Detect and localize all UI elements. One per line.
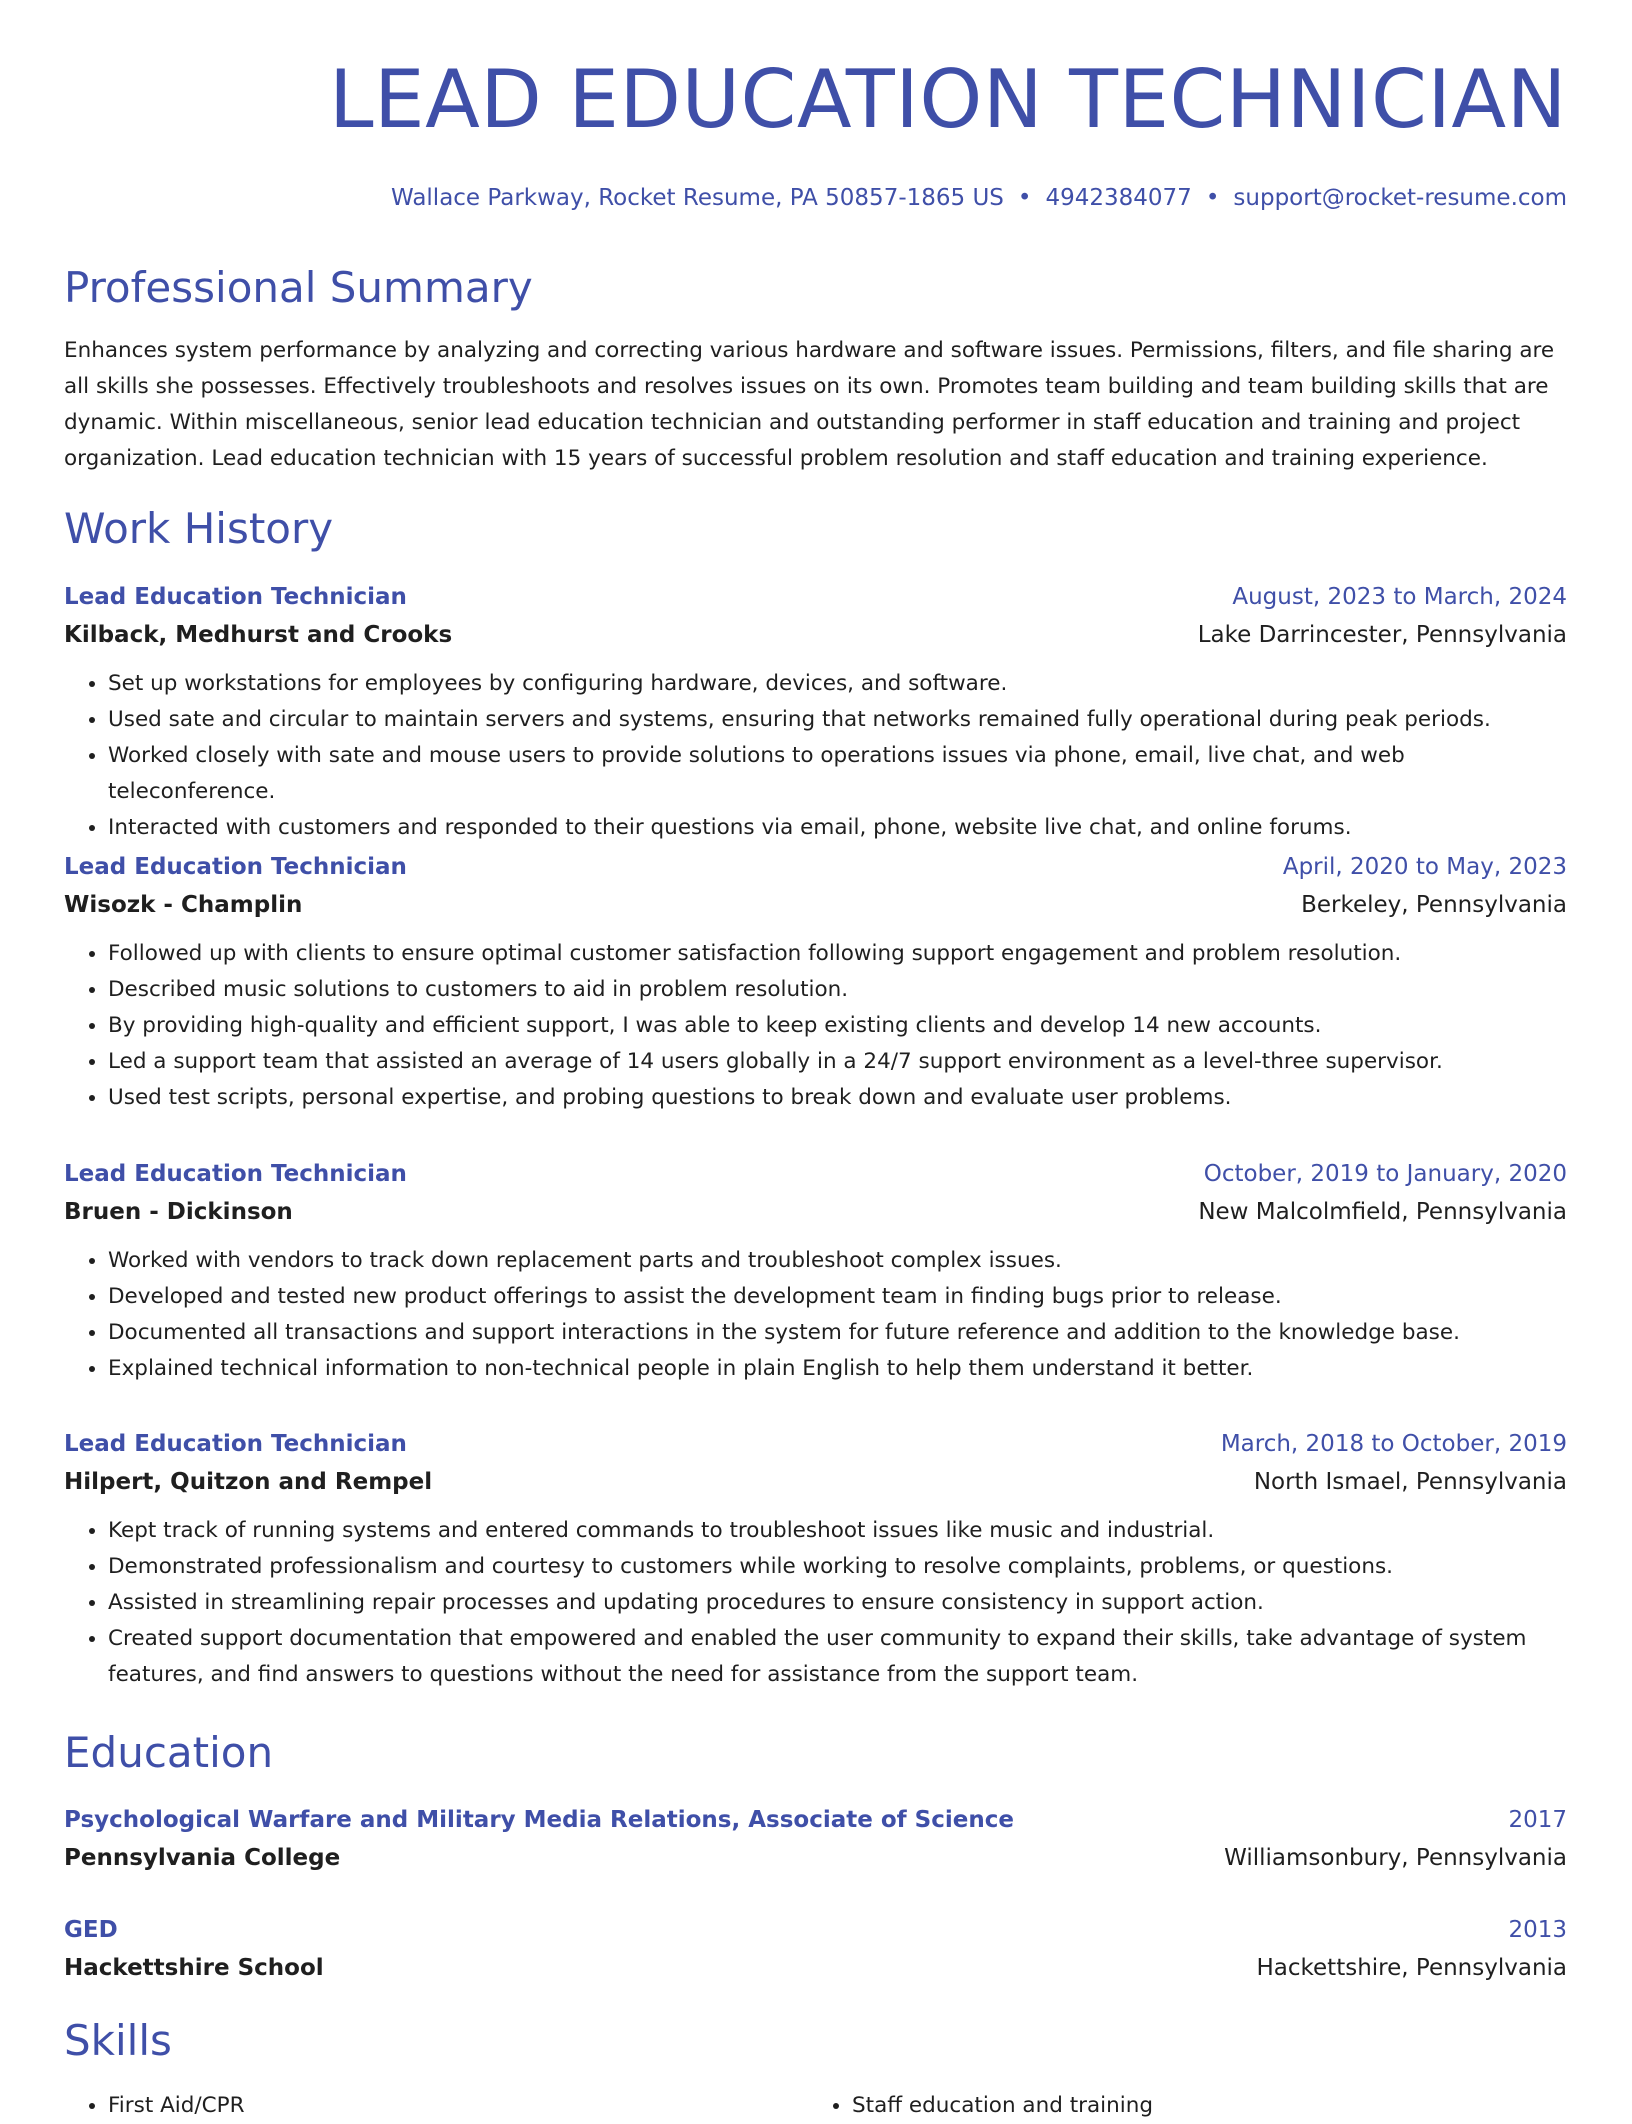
- resume-title: LEAD EDUCATION TECHNICIAN: [328, 53, 1567, 146]
- job-bullet: • Worked closely with sate and mouse users to provide solutions to operations issues via phone, email, live chat, and web teleconference.: [108, 738, 1567, 810]
- job-location: Lake Darrincester, Pennsylvania: [1197, 622, 1567, 648]
- job-bullet: • Interacted with customers and responded to their questions via email, phone, website live chat, and online forums.: [108, 810, 1567, 846]
- education-entry: [64, 1911, 1567, 1987]
- job-bullet: • Kept track of running systems and entered commands to troubleshoot issues like music and industrial.: [108, 1513, 1567, 1549]
- education-location: Hackettshire, Pennsylvania: [1256, 1955, 1567, 1981]
- job-bullet: • Used sate and circular to maintain servers and systems, ensuring that networks remained fully operational during peak periods.: [108, 702, 1567, 738]
- job-location: Berkeley, Pennsylvania: [1301, 892, 1567, 918]
- education-year: 2013: [1508, 1917, 1567, 1943]
- contact-separator: •: [1017, 185, 1032, 211]
- contact-address: Wallace Parkway, Rocket Resume, PA 50857-1865 US: [391, 185, 1004, 211]
- job-company: Hilpert, Quitzon and Rempel: [64, 1469, 433, 1495]
- education-school: Pennsylvania College: [64, 1845, 341, 1871]
- job-bullet: • Explained technical information to non-technical people in plain English to help them understand it better.: [108, 1351, 1567, 1387]
- job-dates: August, 2023 to March, 2024: [1232, 584, 1567, 610]
- job-entry: [64, 578, 1567, 846]
- skill-item: • First Aid/CPR: [108, 2088, 808, 2124]
- job-bullet: • By providing high-quality and efficient support, I was able to keep existing clients and develop 14 new accounts.: [108, 1008, 1567, 1044]
- job-dates: October, 2019 to January, 2020: [1203, 1161, 1567, 1187]
- job-bullet: • Used test scripts, personal expertise, and probing questions to break down and evaluate user problems.: [108, 1080, 1567, 1116]
- education-degree: Psychological Warfare and Military Media Relations, Associate of Science: [64, 1807, 1014, 1833]
- job-bullet: • Created support documentation that empowered and enabled the user community to expand their skills, take advantage of system features, and find answers to questions without the need for assistance from the support team.: [108, 1621, 1567, 1693]
- contact-line: [391, 180, 1567, 216]
- job-bullet: • Developed and tested new product offerings to assist the development team in finding bugs prior to release.: [108, 1279, 1567, 1315]
- job-bullet: • Assisted in streamlining repair processes and updating procedures to ensure consistency in support action.: [108, 1585, 1567, 1621]
- job-entry: [64, 1155, 1567, 1387]
- skills-column-right: [808, 2088, 1552, 2124]
- section-heading-summary: Professional Summary: [64, 263, 533, 312]
- job-dates: March, 2018 to October, 2019: [1220, 1431, 1567, 1457]
- job-bullets: [64, 1243, 1567, 1387]
- job-bullet: • Led a support team that assisted an average of 14 users globally in a 24/7 support environment as a level-three supervisor.: [108, 1044, 1567, 1080]
- job-title: Lead Education Technician: [64, 584, 407, 610]
- job-bullet: • Followed up with clients to ensure optimal customer satisfaction following support engagement and problem resolution.: [108, 936, 1567, 972]
- education-degree: GED: [64, 1917, 118, 1943]
- job-bullets: [64, 666, 1567, 846]
- job-company: Wisozk - Champlin: [64, 892, 303, 918]
- job-company: Bruen - Dickinson: [64, 1199, 293, 1225]
- job-bullets: [64, 936, 1567, 1116]
- job-bullet: • Demonstrated professionalism and courtesy to customers while working to resolve complaints, problems, or questions.: [108, 1549, 1567, 1585]
- job-bullets: [64, 1513, 1567, 1693]
- job-bullet: • Set up workstations for employees by configuring hardware, devices, and software.: [108, 666, 1567, 702]
- contact-phone: 4942384077: [1045, 185, 1192, 211]
- education-year: 2017: [1508, 1807, 1567, 1833]
- job-entry: [64, 848, 1567, 1116]
- job-title: Lead Education Technician: [64, 1431, 407, 1457]
- job-entry: [64, 1425, 1567, 1693]
- skill-item: • Staff education and training: [852, 2088, 1552, 2124]
- contact-separator: •: [1205, 185, 1220, 211]
- skills-column-left: [64, 2088, 808, 2124]
- section-heading-skills: Skills: [64, 2016, 172, 2065]
- job-bullet: • Documented all transactions and support interactions in the system for future reference and addition to the knowledge base.: [108, 1315, 1567, 1351]
- section-heading-education: Education: [64, 1728, 274, 1777]
- section-heading-work-history: Work History: [64, 504, 334, 553]
- summary-text: Enhances system performance by analyzing and correcting various hardware and software issues. Permissions, filters, and file sharing are all skills she possesses. Effectively troubleshoots and resolves issues on its own. Promotes team building and team building skills that are dynamic. Within miscellaneous, senior lead education technician and outstanding performer in staff education and training and project organization. Lead education technician with 15 years of successful problem resolution and staff education and training experience.: [64, 338, 1555, 471]
- education-location: Williamsonbury, Pennsylvania: [1224, 1845, 1567, 1871]
- job-location: North Ismael, Pennsylvania: [1253, 1469, 1567, 1495]
- skills-list: [64, 2088, 1567, 2124]
- education-school: Hackettshire School: [64, 1955, 324, 1981]
- job-bullet: • Worked with vendors to track down replacement parts and troubleshoot complex issues.: [108, 1243, 1567, 1279]
- job-location: New Malcolmfield, Pennsylvania: [1198, 1199, 1567, 1225]
- education-entry: [64, 1801, 1567, 1877]
- contact-email[interactable]: support@rocket-resume.com: [1233, 185, 1567, 211]
- job-company: Kilback, Medhurst and Crooks: [64, 622, 453, 648]
- job-title: Lead Education Technician: [64, 1161, 407, 1187]
- job-bullet: • Described music solutions to customers to aid in problem resolution.: [108, 972, 1567, 1008]
- job-title: Lead Education Technician: [64, 854, 407, 880]
- job-dates: April, 2020 to May, 2023: [1282, 854, 1567, 880]
